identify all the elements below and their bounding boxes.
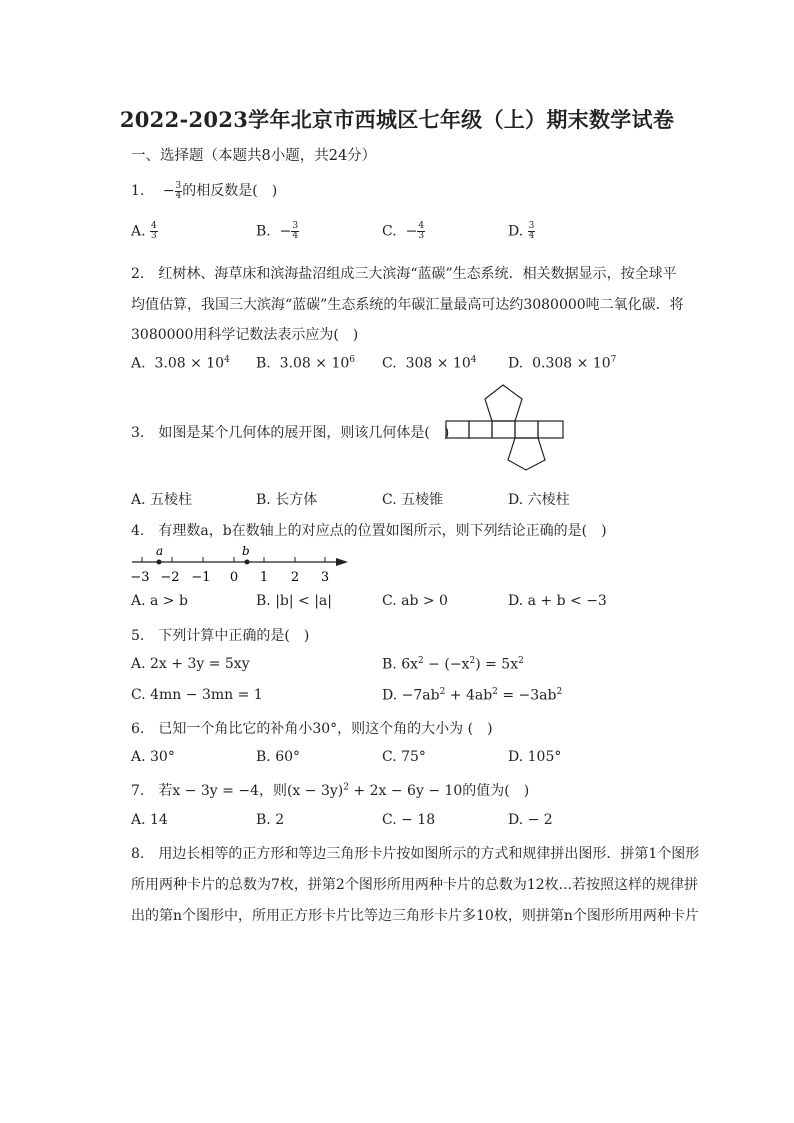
question-2-line-2: 均值估算，我国三大滨海“蓝碳”生态系统的年碳汇量最高可达约3080000吨二氧化碳．将 [131,297,684,313]
net-square [446,421,469,438]
exam-title: 2022-2023学年北京市西城区七年级（上）期末数学试卷 [119,107,675,132]
question-1-option-c[interactable]: C. − $\frac{4}{3}$ [382,221,425,241]
question-5-option-d[interactable]: D. $-7ab^2 + 4ab^2 = -3ab^2$ [382,687,563,704]
net-bottom-pentagon [508,438,545,470]
point-b-label: b [242,544,250,558]
question-3-option-b[interactable]: B. 长方体 [256,492,318,508]
question-2-option-b[interactable]: B. $3.08 \times 10^6$ [256,355,356,372]
question-3-option-d[interactable]: D. 六棱柱 [508,492,570,508]
question-6-option-d[interactable]: D. 105° [508,749,562,765]
point-a-label: a [156,544,164,558]
question-2-line-3: 3080000用科学记数法表示应为( ) [131,327,359,343]
question-6-option-b[interactable]: B. 60° [256,749,301,765]
question-3-option-c[interactable]: C. 五棱锥 [382,492,444,508]
question-3-option-a[interactable]: A. 五棱柱 [131,492,193,508]
question-5-stem: 5. 下列计算中正确的是( ) [131,628,310,644]
net-square [469,421,492,438]
tick-label: −3 [130,570,150,585]
question-1-option-d[interactable]: D. $\frac{3}{4}$ [508,221,535,241]
question-4-option-a[interactable]: A. a > b [131,593,188,609]
question-8-line-2: 所用两种卡片的总数为7枚，拼第2个图形所用两种卡片的总数为12枚...若按照这样的规律拼 [131,877,698,893]
question-8-line-1: 8. 用边长相等的正方形和等边三角形卡片按如图所示的方式和规律拼出图形．拼第1个图形 [131,846,700,862]
question-7-option-d[interactable]: D. − 2 [508,812,553,828]
net-top-pentagon [485,385,522,421]
number-line-figure [128,542,353,586]
question-1-option-a[interactable]: A. $\frac{4}{3}$ [131,221,157,241]
question-5-option-a[interactable]: A. 2x + 3y = 5xy [131,656,250,672]
question-7-option-c[interactable]: C. − 18 [382,812,436,828]
question-1-option-b[interactable]: B. − $\frac{3}{4}$ [256,221,299,241]
question-6-stem: 6. 已知一个角比它的补角小30°，则这个角的大小为 ( ) [131,721,493,737]
tick-label: 2 [290,570,300,585]
question-4-option-b[interactable]: B. |b| < |a| [256,593,332,609]
question-6-option-a[interactable]: A. 30° [131,749,175,765]
question-2-option-c[interactable]: C. $308 \times 10^4$ [382,355,477,372]
question-4-option-d[interactable]: D. a + b < −3 [508,593,607,609]
prism-net-figure [440,382,570,474]
question-7-stem: 7. 若x − 3y = −4，则$(x - 3y)^2 + 2x - 6y - 10$的值为( ) [131,782,530,799]
fraction: $\frac{3}{4}$ [175,180,182,201]
tick-label: 3 [320,570,330,585]
net-square [492,421,515,438]
tick-label: −1 [191,570,211,585]
question-3-stem: 3. 如图是某个几何体的展开图，则该几何体是( ) [131,425,450,441]
tick-label: 1 [259,570,269,585]
question-5-option-c[interactable]: C. 4mn − 3mn = 1 [131,687,263,703]
question-4-option-c[interactable]: C. ab > 0 [382,593,448,609]
net-square [538,421,563,438]
question-2-option-d[interactable]: D. $0.308 \times 10^7$ [508,355,617,372]
question-1-stem: 1. − $\frac{3}{4}$ 的相反数是( ) [131,180,278,201]
question-2-option-a[interactable]: A. $3.08 \times 10^4$ [131,355,230,372]
point-a [157,560,162,565]
tick-label: −2 [160,570,180,585]
tick-label: 0 [229,570,239,585]
question-8-line-3: 出的第n个图形中，所用正方形卡片比等边三角形卡片多10枚，则拼第n个图形所用两种卡片 [131,908,699,924]
section-heading: 一、选择题（本题共8小题，共24分） [131,148,377,164]
net-square [515,421,538,438]
question-7-option-a[interactable]: A. 14 [131,812,168,828]
point-b [245,560,250,565]
question-6-option-c[interactable]: C. 75° [382,749,426,765]
question-5-option-b[interactable]: B. $6x^2 - (-x^2) = 5x^2$ [382,656,524,673]
question-2-line-1: 2. 红树林、海草床和滨海盐沼组成三大滨海“蓝碳”生态系统．相关数据显示，按全球平 [131,266,677,282]
arrow-right-icon [336,558,348,566]
question-7-option-b[interactable]: B. 2 [256,812,285,828]
question-4-stem: 4. 有理数a，b在数轴上的对应点的位置如图所示，则下列结论正确的是( ) [131,523,607,539]
